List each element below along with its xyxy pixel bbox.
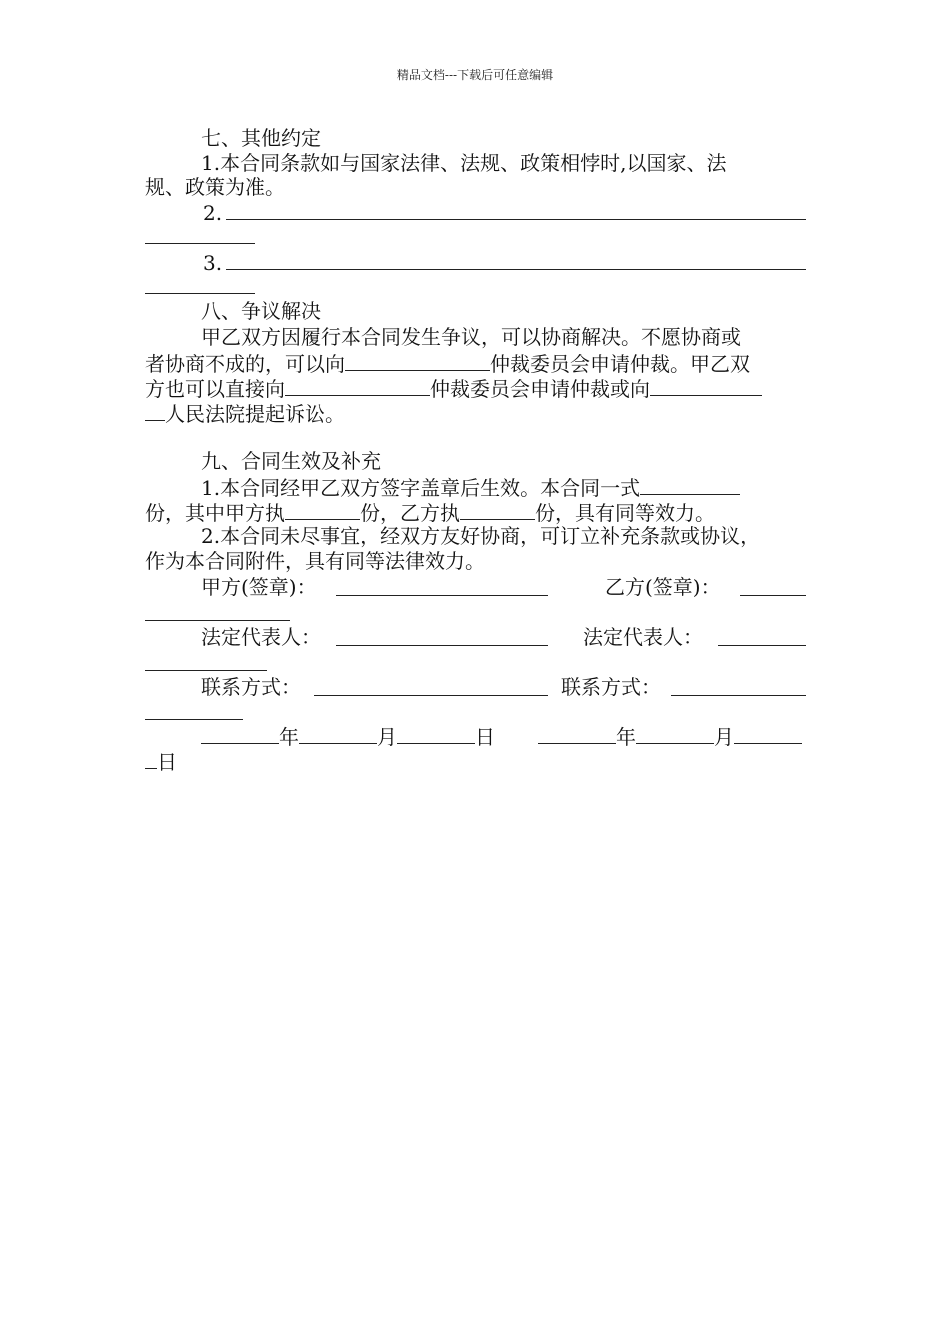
court-blank-cont (145, 400, 165, 421)
day-blank-cont (145, 748, 157, 769)
section-7-item-1-line-2: 规、政策为准。 (145, 175, 285, 199)
party-b-rep-blank (718, 645, 806, 646)
text: 1.本合同经甲乙双方签字盖章后生效。本合同一式 (201, 476, 641, 500)
section-8-para-line-2 (145, 350, 750, 376)
text: 份，其中甲方执 (145, 501, 285, 525)
party-a-contact-label: 联系方式： (201, 675, 301, 699)
day-label: 日 (157, 750, 177, 774)
party-b-rep-label: 法定代表人： (583, 625, 703, 649)
section-7-item-3-number: 3. (203, 251, 223, 275)
party-a-rep-blank (336, 645, 548, 646)
party-a-date (201, 723, 495, 749)
section-7-item-2-number: 2. (203, 201, 223, 225)
text: 仲裁委员会申请仲裁或向 (430, 377, 650, 401)
party-b-contact-blank-cont (145, 719, 243, 720)
month-blank (299, 723, 377, 744)
party-b-date-cont (145, 748, 177, 774)
party-b-contact-label: 联系方式： (561, 675, 661, 699)
party-a-signature-blank (336, 595, 548, 596)
arbitration-blank-2 (285, 375, 430, 396)
day-label: 日 (475, 725, 495, 749)
party-a-contact-blank (314, 695, 548, 696)
month-label: 月 (377, 725, 397, 749)
section-9-item-1-line-1 (201, 474, 740, 500)
year-label: 年 (279, 725, 299, 749)
section-8-para-line-3 (145, 375, 762, 401)
year-label: 年 (616, 725, 636, 749)
section-9-item-2-line-1: 2.本合同未尽事宜，经双方友好协商，可订立补充条款或协议， (201, 524, 761, 548)
section-7-item-2-blank-cont (145, 243, 255, 244)
section-7-title: 七、其他约定 (201, 126, 321, 150)
text: 仲裁委员会申请仲裁。甲乙双 (490, 352, 750, 376)
text: 者协商不成的，可以向 (145, 352, 345, 376)
text: 人民法院提起诉讼。 (165, 402, 345, 426)
copies-blank (640, 474, 740, 495)
section-9-title: 九、合同生效及补充 (201, 449, 381, 473)
party-a-signature-label: 甲方(签章)： (201, 575, 317, 599)
section-8-para-line-4 (145, 400, 345, 426)
section-8-title: 八、争议解决 (201, 299, 321, 323)
party-b-copies-blank (460, 499, 535, 520)
party-a-rep-label: 法定代表人： (201, 625, 321, 649)
day-blank (397, 723, 475, 744)
section-7-item-2-blank (226, 219, 806, 220)
section-7-item-1-line-1: 1.本合同条款如与国家法律、法规、政策相悖时,以国家、法 (201, 151, 727, 175)
party-b-signature-label: 乙方(签章)： (605, 575, 721, 599)
section-9-item-1-line-2 (145, 499, 715, 525)
party-b-signature-blank-cont (145, 620, 290, 621)
section-9-item-2-line-2: 作为本合同附件，具有同等法律效力。 (145, 549, 485, 573)
year-blank (538, 723, 616, 744)
party-b-rep-blank-cont (145, 670, 267, 671)
arbitration-blank-1 (345, 350, 490, 371)
text: 方也可以直接向 (145, 377, 285, 401)
section-7-item-3-blank (226, 269, 806, 270)
text: 份，乙方执 (360, 501, 460, 525)
month-blank (636, 723, 714, 744)
year-blank (201, 723, 279, 744)
day-blank (734, 723, 802, 744)
court-blank (650, 375, 762, 396)
page-header: 精品文档---下载后可任意编辑 (396, 68, 554, 82)
party-b-contact-blank (671, 695, 806, 696)
month-label: 月 (714, 725, 734, 749)
party-a-copies-blank (285, 499, 360, 520)
party-b-date (538, 723, 802, 749)
text: 份，具有同等效力。 (535, 501, 715, 525)
section-7-item-3-blank-cont (145, 293, 255, 294)
section-8-para-line-1: 甲乙双方因履行本合同发生争议，可以协商解决。不愿协商或 (201, 325, 741, 349)
party-b-signature-blank (740, 595, 806, 596)
